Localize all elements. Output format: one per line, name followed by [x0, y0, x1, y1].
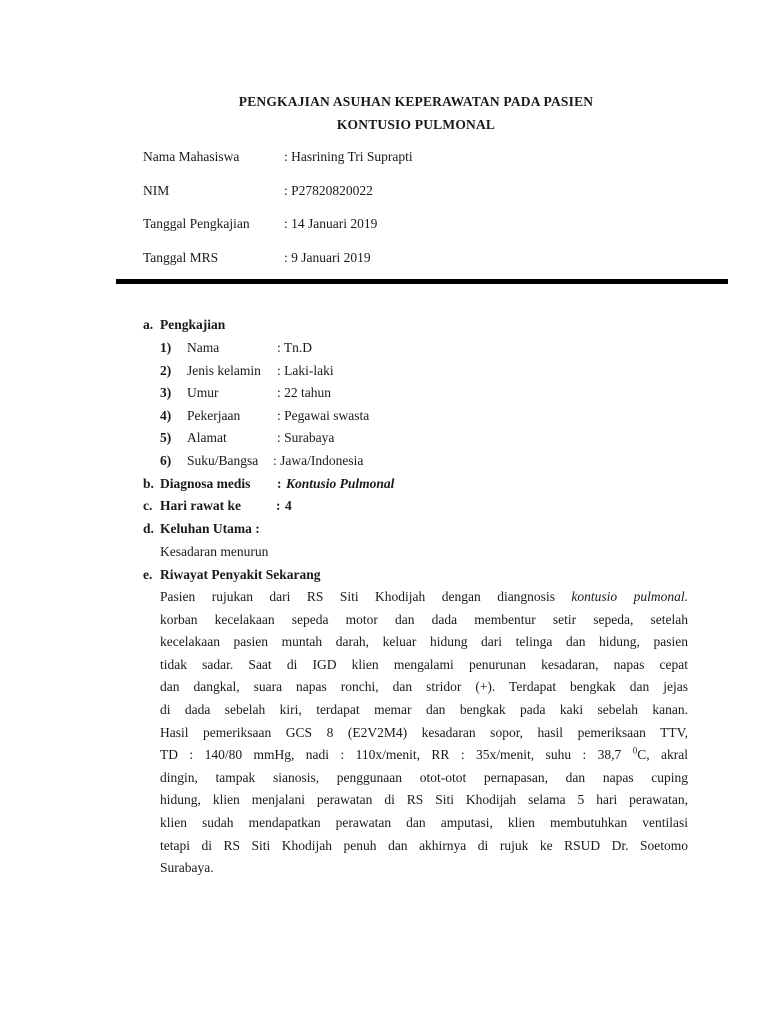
- item-value: : Pegawai swasta: [277, 408, 370, 423]
- item-label: Alamat: [187, 430, 227, 445]
- paragraph-line: hidung, klien menjalani perawatan di RS Siti Khodijah selama 5 hari perawatan,: [160, 792, 688, 808]
- item-value: : Jawa/Indonesia: [273, 453, 364, 468]
- keluhan-utama-heading: Keluhan Utama :: [160, 521, 260, 536]
- degree-superscript: 0: [632, 745, 638, 756]
- diagnosa-colon: :: [277, 476, 282, 491]
- meta-label-tanggal-pengkajian: Tanggal Pengkajian: [143, 216, 250, 231]
- item-value: : Laki-laki: [277, 363, 334, 378]
- item-number: 3): [160, 385, 172, 400]
- diagnosa-label: Diagnosa medis: [160, 476, 251, 491]
- paragraph-text: C, akral: [637, 747, 688, 763]
- item-number: 2): [160, 363, 172, 378]
- document-title-line-1: PENGKAJIAN ASUHAN KEPERAWATAN PADA PASIEN: [238, 94, 594, 109]
- hari-rawat-value: 4: [285, 498, 292, 513]
- hari-rawat-colon: :: [276, 498, 281, 513]
- section-a-marker: a.: [143, 317, 154, 332]
- paragraph-line: dan dangkal, suara napas ronchi, dan stridor (+). Terdapat bengkak dan jejas: [160, 679, 688, 695]
- diagnosa-value: Kontusio Pulmonal: [286, 476, 395, 491]
- item-number: 5): [160, 430, 172, 445]
- paragraph-text: TD : 140/80 mmHg, nadi : 110x/menit, RR : 35x/menit, suhu : 38,7: [160, 747, 622, 763]
- item-label: Jenis kelamin: [187, 363, 261, 378]
- paragraph-line: [160, 744, 688, 767]
- paragraph-line: tidak sadar. Saat di IGD klien mengalami penurunan kesadaran, napas cepat: [160, 656, 688, 672]
- section-d-marker: d.: [143, 521, 154, 536]
- paragraph-text: Pasien rujukan dari RS Siti Khodijah dengan diangnosis: [160, 589, 555, 604]
- paragraph-line: Hasil pemeriksaan GCS 8 (E2V2M4) kesadaran sopor, hasil pemeriksaan TTV,: [160, 724, 688, 740]
- paragraph-line: di dada sebelah kiri, terdapat memar dan bengkak pada kaki sebelah kanan.: [160, 701, 688, 717]
- item-number: 6): [160, 453, 172, 468]
- riwayat-heading: Riwayat Penyakit Sekarang: [160, 567, 321, 582]
- hari-rawat-label: Hari rawat ke: [160, 498, 241, 513]
- section-e-marker: e.: [143, 567, 153, 582]
- paragraph-line: korban kecelakaan sepeda motor dan dada membentur setir sepeda, setelah: [160, 611, 688, 627]
- item-number: 4): [160, 408, 172, 423]
- meta-value-nama: : Hasrining Tri Suprapti: [284, 149, 413, 164]
- keluhan-utama-text: Kesadaran menurun: [160, 544, 269, 559]
- meta-value-tanggal-pengkajian: : 14 Januari 2019: [284, 216, 378, 231]
- item-label: Nama: [187, 340, 220, 355]
- meta-label-tanggal-mrs: Tanggal MRS: [143, 250, 219, 265]
- item-value: : Surabaya: [277, 430, 335, 445]
- item-value: : 22 tahun: [277, 385, 331, 400]
- meta-label-nama: Nama Mahasiswa: [143, 149, 240, 164]
- item-label: Suku/Bangsa: [187, 453, 259, 468]
- paragraph-line: klien sudah mendapatkan perawatan dan amputasi, klien membutuhkan ventilasi: [160, 814, 688, 830]
- paragraph-line: [160, 586, 688, 609]
- item-number: 1): [160, 340, 172, 355]
- riwayat-paragraph: [160, 586, 688, 880]
- document-title-line-2: KONTUSIO PULMONAL: [336, 117, 496, 132]
- item-label: Umur: [187, 385, 219, 400]
- meta-value-tanggal-mrs: : 9 Januari 2019: [284, 250, 371, 265]
- paragraph-line: tetapi di RS Siti Khodijah penuh dan akhirnya di rujuk ke RSUD Dr. Soetomo: [160, 837, 688, 853]
- paragraph-italic-text: kontusio pulmonal.: [571, 589, 689, 604]
- meta-label-nim: NIM: [143, 183, 170, 198]
- meta-value-nim: : P27820820022: [284, 183, 373, 198]
- paragraph-line: dingin, tampak sianosis, penggunaan otot-otot pernapasan, dan napas cuping: [160, 769, 688, 785]
- section-a-heading: Pengkajian: [160, 317, 226, 332]
- paragraph-line: kecelakaan pasien muntah darah, keluar hidung dari telinga dan hidung, pasien: [160, 634, 688, 650]
- horizontal-divider: [116, 279, 728, 284]
- item-value: : Tn.D: [277, 340, 313, 355]
- paragraph-line: Surabaya.: [160, 860, 214, 876]
- section-b-marker: b.: [143, 476, 154, 491]
- section-c-marker: c.: [143, 498, 153, 513]
- item-label: Pekerjaan: [187, 408, 241, 423]
